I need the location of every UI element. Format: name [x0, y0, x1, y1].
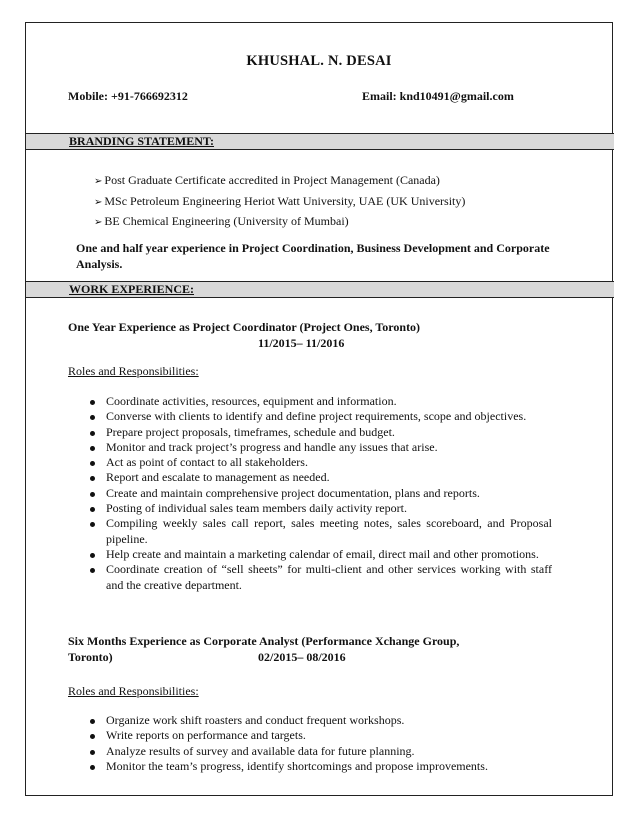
duty-item: Coordinate activities, resources, equipment and information.: [106, 394, 552, 409]
qualification-item: ➢ MSc Petroleum Engineering Heriot Watt University, UAE (UK University): [94, 192, 465, 213]
qualification-item: ➢ BE Chemical Engineering (University of Mumbai): [94, 212, 465, 233]
job-title-line2: Toronto): [68, 650, 113, 664]
duty-item: Write reports on performance and targets.: [106, 728, 552, 743]
email-address: Email: knd10491@gmail.com: [362, 89, 514, 103]
duty-item: Coordinate creation of “sell sheets” for multi-client and other services working with staff and the creative department.: [106, 562, 552, 592]
mobile-number: Mobile: +91-766692312: [68, 89, 188, 103]
work-heading: WORK EXPERIENCE:: [69, 282, 195, 296]
roles-label: Roles and Responsibilities:: [68, 684, 199, 698]
duty-item: Act as point of contact to all stakeholders.: [106, 455, 552, 470]
duty-item: Organize work shift roasters and conduct frequent workshops.: [106, 713, 552, 728]
duty-item: Compiling weekly sales call report, sales meeting notes, sales scoreboard, and Proposal pipeline.: [106, 516, 552, 546]
duty-item: Analyze results of survey and available data for future planning.: [106, 744, 552, 759]
qualification-item: ➢ Post Graduate Certificate accredited in Project Management (Canada): [94, 171, 465, 192]
duty-item: Converse with clients to identify and define project requirements, scope and objectives.: [106, 409, 552, 424]
duty-item: Create and maintain comprehensive project documentation, plans and reports.: [106, 486, 552, 501]
duty-item: Posting of individual sales team members daily activity report.: [106, 501, 552, 516]
job-title: One Year Experience as Project Coordinator (Project Ones, Toronto): [68, 320, 421, 334]
duty-item: Help create and maintain a marketing calendar of email, direct mail and other promotions.: [106, 547, 552, 562]
duties-list: [106, 713, 552, 774]
job-dates: 11/2015– 11/2016: [258, 336, 345, 350]
duty-item: Prepare project proposals, timeframes, schedule and budget.: [106, 425, 552, 440]
duty-item: Monitor the team’s progress, identify shortcomings and propose improvements.: [106, 759, 552, 774]
work-section-header: [26, 281, 614, 298]
branding-section-header: [26, 133, 614, 150]
qualifications-list: [94, 171, 465, 233]
branding-heading: BRANDING STATEMENT:: [69, 134, 215, 148]
experience-summary: One and half year experience in Project Coordination, Business Development and Corporate Analysis.: [76, 241, 550, 271]
roles-label: Roles and Responsibilities:: [68, 364, 199, 378]
duty-item: Report and escalate to management as needed.: [106, 470, 552, 485]
candidate-name: KHUSHAL. N. DESAI: [246, 53, 392, 69]
duties-list: [106, 394, 552, 593]
duty-item: Monitor and track project’s progress and handle any issues that arise.: [106, 440, 552, 455]
job-dates: 02/2015– 08/2016: [258, 650, 346, 664]
job-title: Six Months Experience as Corporate Analyst (Performance Xchange Group,: [68, 634, 460, 648]
resume-page: [25, 22, 613, 796]
